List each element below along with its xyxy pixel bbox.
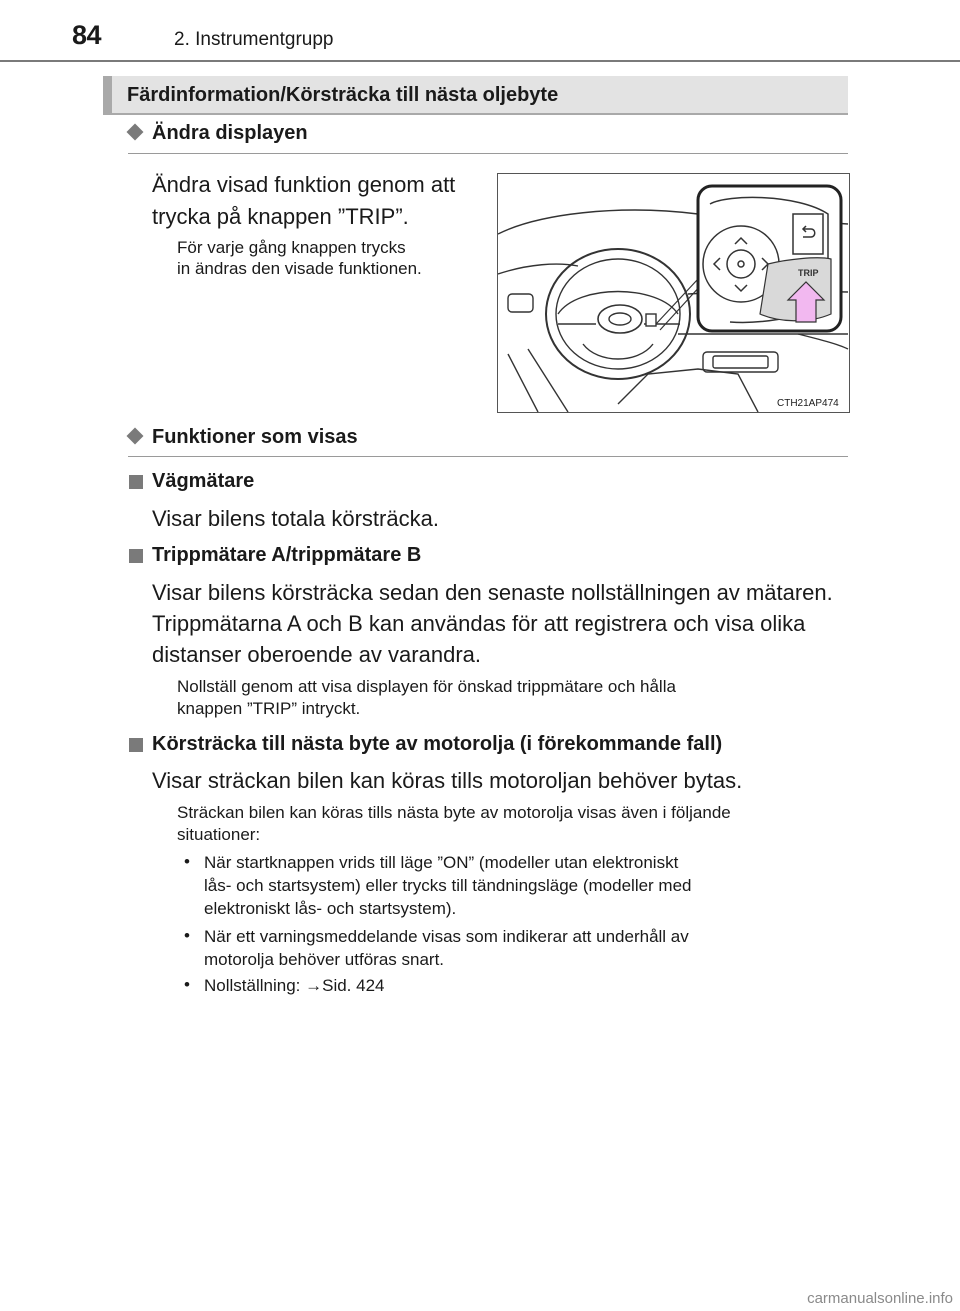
trip-note-line-2: knappen ”TRIP” intryckt. [177,699,361,718]
bullet-dot: • [184,975,190,994]
page-reference-link[interactable]: Nollställning: →Sid. 424 [204,976,385,995]
oil-note-line-1: Sträckan bilen kan köras tills nästa byte av motorolja visas även i följande [177,803,731,822]
bullet-dot: • [184,852,190,871]
instruction-line-2: trycka på knappen ”TRIP”. [152,204,409,229]
square-bullet-icon [129,475,143,489]
subheading-rule [128,153,848,154]
heading-trip-meter: Trippmätare A/trippmätare B [152,544,422,566]
heading-functions: Funktioner som visas [152,426,358,448]
diamond-bullet-icon [127,124,144,141]
trip-note-line-1: Nollställ genom att visa displayen för önskad trippmätare och hålla [177,677,676,696]
subheading-rule [128,456,848,457]
heading-change-display: Ändra displayen [152,122,308,144]
section-banner [103,76,848,113]
trip-text-line-2: Trippmätarna A och B kan användas för att registrera och visa olika [152,611,806,636]
steering-wheel-illustration [497,173,850,413]
oil-note-line-2: situationer: [177,825,261,844]
trip-button-label: TRIP [798,268,819,278]
note-line-1: För varje gång knappen trycks [177,238,406,257]
trip-text-line-3: distanser oberoende av varandra. [152,642,481,667]
heading-odometer: Vägmätare [152,470,255,492]
banner-accent-bar [103,76,112,113]
bullet-dot: • [184,926,190,945]
trip-text-line-1: Visar bilens körsträcka sedan den senaste nollställningen av mätaren. [152,580,833,605]
figure-code: CTH21AP474 [777,398,839,409]
watermark: carmanualsonline.info [807,1290,953,1307]
chapter-title: 2. Instrumentgrupp [174,29,334,50]
section-title: Färdinformation/Körsträcka till nästa oljebyte [127,84,559,106]
bullet-1-line-2: lås- och startsystem) eller trycks till tändningsläge (modeller med [204,876,692,895]
header-rule [0,60,960,62]
bullet-1-line-3: elektroniskt lås- och startsystem). [204,899,457,918]
page-number: 84 [72,20,102,50]
bullet-2-line-2: motorolja behöver utföras snart. [204,950,445,969]
steering-wheel-drawing [498,174,849,412]
oil-change-text: Visar sträckan bilen kan köras tills motoroljan behöver bytas. [152,768,743,793]
note-line-2: in ändras den visade funktionen. [177,259,422,278]
square-bullet-icon [129,738,143,752]
bullet-1-line-1: När startknappen vrids till läge ”ON” (modeller utan elektroniskt [204,853,679,872]
diamond-bullet-icon [127,428,144,445]
banner-rule [103,113,848,115]
square-bullet-icon [129,549,143,563]
heading-oil-change: Körsträcka till nästa byte av motorolja (i förekommande fall) [152,733,723,755]
bullet-2-line-1: När ett varningsmeddelande visas som indikerar att underhåll av [204,927,689,946]
odometer-text: Visar bilens totala körsträcka. [152,506,439,531]
instruction-line-1: Ändra visad funktion genom att [152,172,456,197]
